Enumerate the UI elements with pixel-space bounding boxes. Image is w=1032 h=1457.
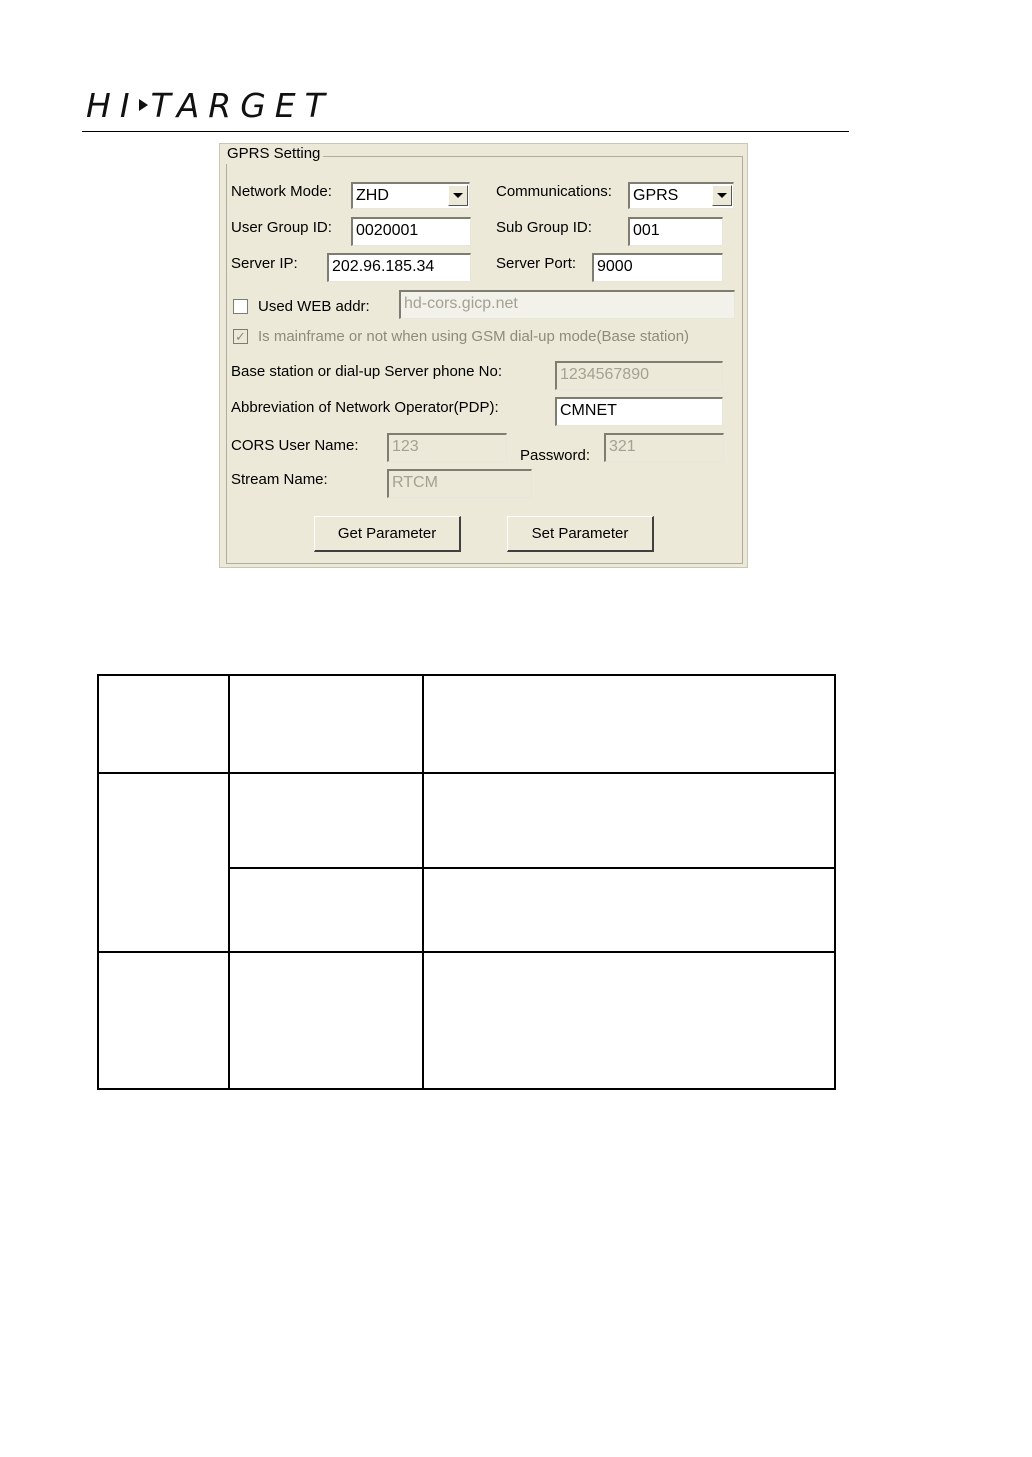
phone-no-label: Base station or dial-up Server phone No:: [231, 363, 502, 380]
table-cell: [229, 868, 423, 952]
user-group-id-label: User Group ID:: [231, 219, 332, 236]
triangle-logo-icon: [139, 99, 148, 111]
table-cell: [229, 773, 423, 868]
network-operator-label: Abbreviation of Network Operator(PDP):: [231, 399, 499, 416]
mainframe-checkbox[interactable]: ✓: [233, 329, 248, 344]
used-web-addr-label: Used WEB addr:: [258, 298, 370, 315]
network-mode-dropdown-button[interactable]: [448, 185, 468, 206]
sub-group-id-label: Sub Group ID:: [496, 219, 592, 236]
user-group-id-input[interactable]: 0020001: [351, 217, 471, 246]
gprs-group-title: GPRS Setting: [224, 144, 323, 164]
server-port-input[interactable]: 9000: [592, 253, 723, 282]
hi-target-logo: HI TARGET: [86, 86, 334, 125]
used-web-addr-checkbox[interactable]: [233, 299, 248, 314]
communications-select[interactable]: [628, 182, 734, 209]
table-cell: [229, 952, 423, 1089]
cors-user-name-input[interactable]: 123: [387, 433, 507, 462]
table-cell: [229, 675, 423, 773]
chevron-down-icon: [717, 193, 727, 198]
cors-user-name-label: CORS User Name:: [231, 437, 359, 454]
chevron-down-icon: [453, 193, 463, 198]
server-ip-input[interactable]: 202.96.185.34: [327, 253, 471, 282]
communications-label: Communications:: [496, 183, 612, 200]
stream-name-input[interactable]: RTCM: [387, 469, 532, 498]
sub-group-id-input[interactable]: 001: [628, 217, 723, 246]
communications-value: GPRS: [633, 187, 679, 204]
server-ip-label: Server IP:: [231, 255, 298, 272]
table-cell: [98, 675, 229, 773]
network-mode-value: ZHD: [356, 187, 389, 204]
phone-no-input[interactable]: 1234567890: [555, 361, 723, 390]
stream-name-label: Stream Name:: [231, 471, 328, 488]
network-operator-input[interactable]: CMNET: [555, 397, 723, 426]
header-rule: [82, 131, 849, 132]
password-label: Password:: [520, 447, 591, 464]
parameter-table: [97, 674, 836, 1090]
web-addr-input[interactable]: hd-cors.gicp.net: [399, 290, 735, 319]
network-mode-select[interactable]: [351, 182, 470, 209]
server-port-label: Server Port:: [496, 255, 577, 272]
get-parameter-button[interactable]: Get Parameter: [314, 516, 461, 552]
table-cell: [423, 952, 835, 1089]
table-cell: [423, 773, 835, 868]
network-mode-label: Network Mode:: [231, 183, 332, 200]
table-cell: [423, 675, 835, 773]
communications-dropdown-button[interactable]: [712, 185, 732, 206]
table-cell: [98, 773, 229, 952]
table-cell: [98, 952, 229, 1089]
set-parameter-button[interactable]: Set Parameter: [507, 516, 654, 552]
mainframe-label: Is mainframe or not when using GSM dial-up mode(Base station): [258, 328, 690, 345]
password-input[interactable]: 321: [604, 433, 724, 462]
table-cell: [423, 868, 835, 952]
